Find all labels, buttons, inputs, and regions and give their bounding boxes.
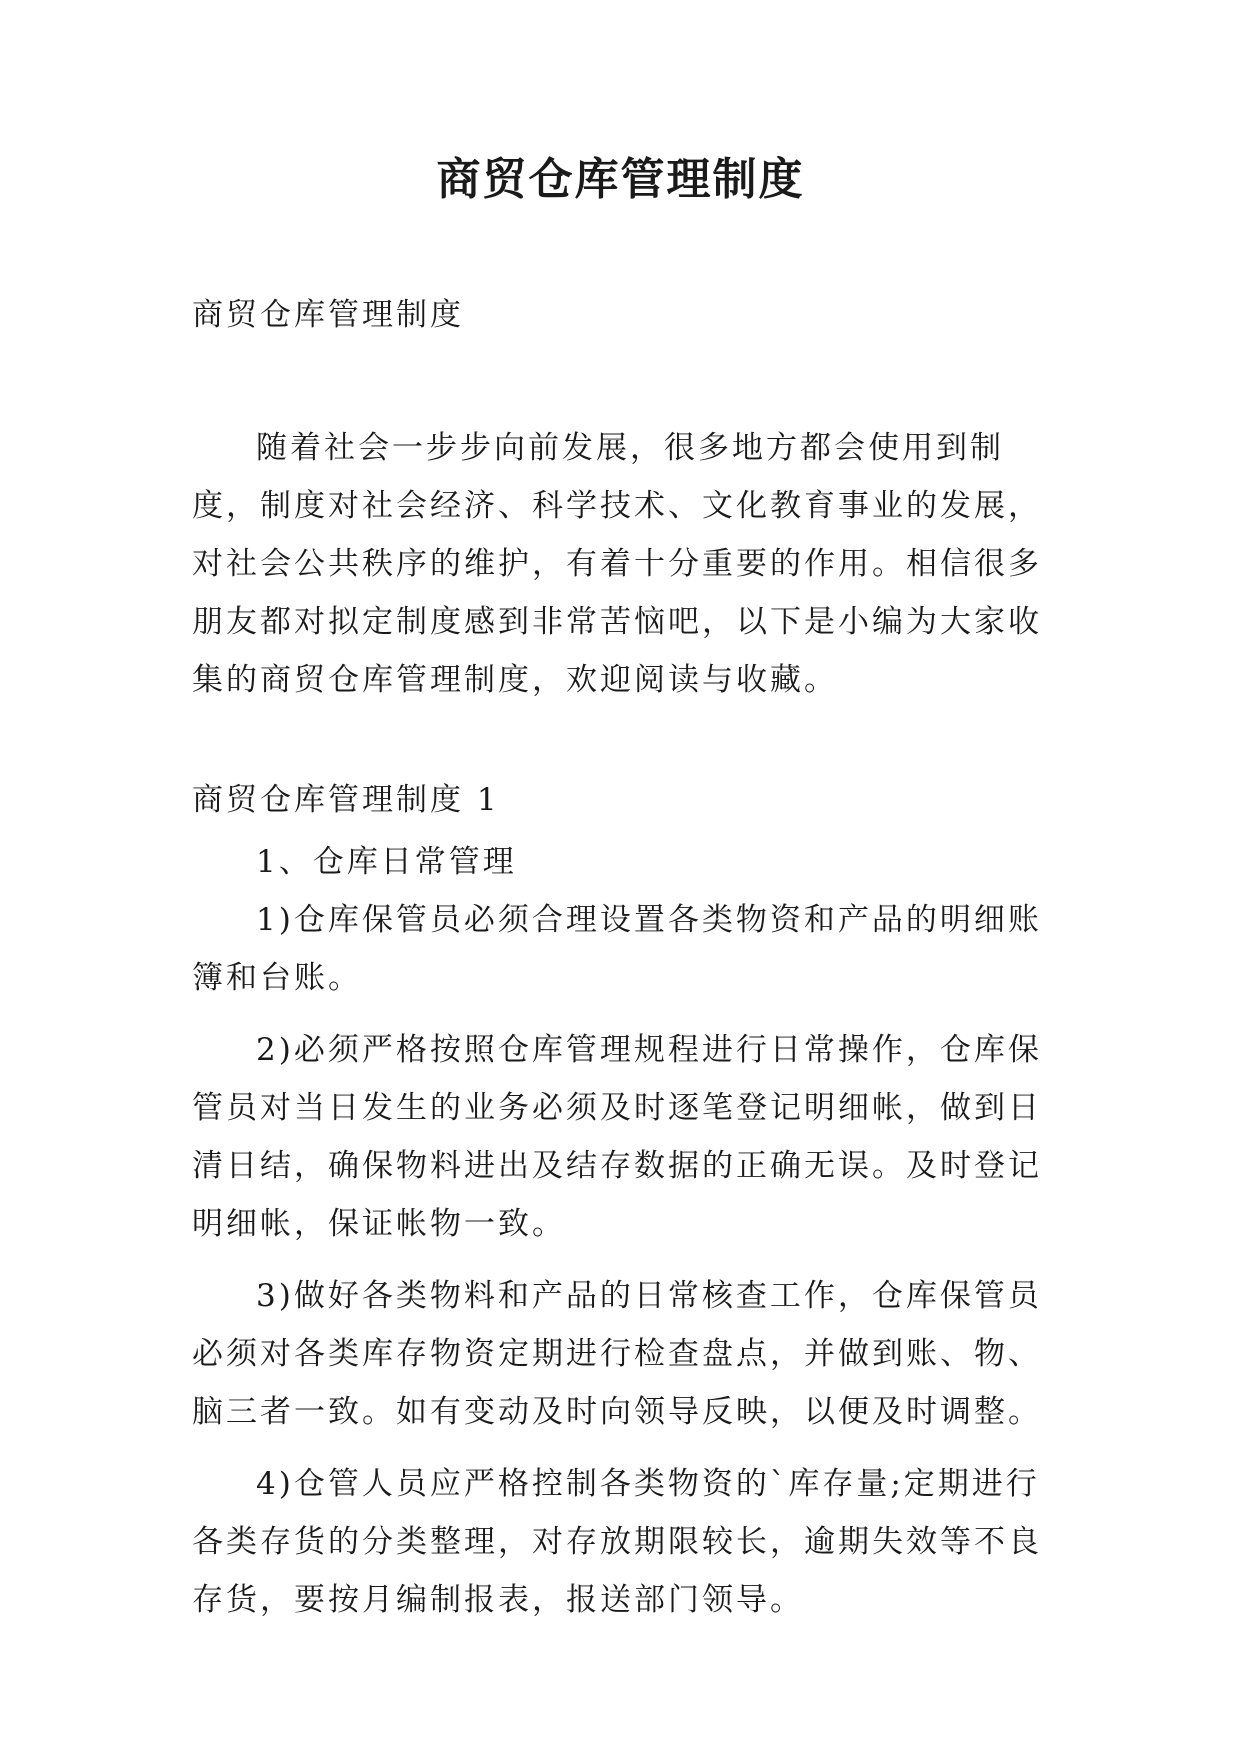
list-item: 1)仓库保管员必须合理设置各类物资和产品的明细账簿和台账。 [192, 902, 1042, 996]
intro-paragraph: 随着社会一步步向前发展，很多地方都会使用到制度，制度对社会经济、科学技术、文化教育事业的发展，对社会公共秩序的维护，有着十分重要的作用。相信很多朋友都对拟定制度感到非常苦恼吧，以下是小编为大家收集的商贸仓库管理制度，欢迎阅读与收藏。 [192, 430, 1042, 698]
list-item: 3)做好各类物料和产品的日常核查工作，仓库保管员必须对各类库存物资定期进行检查盘点，并做到账、物、脑三者一致。如有变动及时向领导反映，以便及时调整。 [192, 1278, 1042, 1430]
document-body [192, 286, 1062, 1643]
document-subtitle: 商贸仓库管理制度 [192, 297, 464, 333]
list-item: 4)仓管人员应严格控制各类物资的`库存量;定期进行各类存货的分类整理，对存放期限较长，逾期失效等不良存货，要按月编制报表，报送部门领导。 [192, 1466, 1042, 1618]
section-title: 商贸仓库管理制度 1 [192, 782, 500, 818]
list-item: 2)必须严格按照仓库管理规程进行日常操作，仓库保管员对当日发生的业务必须及时逐笔登记明细帐，做到日清日结，确保物料进出及结存数据的正确无误。及时登记明细帐，保证帐物一致。 [192, 1032, 1042, 1242]
document-title: 商贸仓库管理制度 [436, 154, 805, 205]
subsection-title: 1、仓库日常管理 [256, 844, 517, 880]
